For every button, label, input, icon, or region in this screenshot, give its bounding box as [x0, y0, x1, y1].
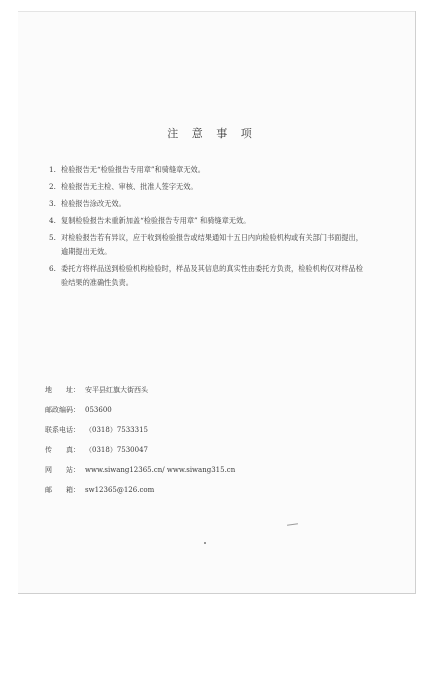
website-value: www.siwang12365.cn/ www.siwang315.cn	[85, 466, 236, 474]
postcode-value: 053600	[85, 406, 112, 414]
scan-speck	[204, 542, 206, 544]
address-label: 地 址：	[45, 386, 80, 394]
note-number: 5.	[49, 233, 56, 242]
note-item-1	[49, 163, 369, 177]
note-number: 2.	[49, 182, 56, 191]
address-value: 安平县红旗大街西头	[85, 386, 148, 394]
note-item-5	[49, 231, 369, 259]
notes-list	[49, 163, 369, 293]
contact-postcode	[45, 400, 235, 420]
fax-label: 传 真：	[45, 446, 80, 454]
phone-value: （0318）7533315	[85, 426, 148, 434]
contact-website	[45, 460, 235, 480]
notice-title: 注 意 事 项	[167, 127, 257, 140]
document-page	[18, 11, 416, 594]
note-text: 对检验报告若有异议，应于收到检验报告或结果通知十五日内向检验机构或有关部门书面提出，逾期提出无效。	[61, 233, 363, 256]
note-number: 6.	[49, 264, 56, 273]
note-number: 1.	[49, 165, 56, 174]
note-text: 委托方将样品送到检验机构检验时，样品及其信息的真实性由委托方负责，检验机构仅对样品检验结果的准确性负责。	[61, 264, 363, 287]
note-item-2	[49, 180, 369, 194]
page-top-edge	[18, 11, 415, 12]
note-item-6	[49, 262, 369, 290]
note-item-4	[49, 214, 369, 228]
website-label: 网 站：	[45, 466, 80, 474]
fax-value: （0318）7530047	[85, 446, 148, 454]
note-number: 4.	[49, 216, 56, 225]
contact-address	[45, 380, 235, 400]
contact-phone	[45, 420, 235, 440]
phone-label: 联系电话：	[45, 426, 80, 434]
note-number: 3.	[49, 199, 56, 208]
note-text: 检验报告无主检、审核、批准人签字无效。	[61, 182, 198, 191]
note-text: 检验报告涂改无效。	[61, 199, 126, 208]
email-value: sw12365@126.com	[85, 486, 155, 494]
email-label: 邮 箱：	[45, 486, 80, 494]
note-text: 检验报告无“检验报告专用章”和骑缝章无效。	[61, 165, 205, 174]
contact-email	[45, 480, 235, 500]
contact-info	[45, 380, 235, 500]
postcode-label: 邮政编码：	[45, 406, 80, 414]
note-text: 复制检验报告未重新加盖“检验报告专用章” 和骑缝章无效。	[61, 216, 251, 225]
note-item-3	[49, 197, 369, 211]
contact-fax	[45, 440, 235, 460]
